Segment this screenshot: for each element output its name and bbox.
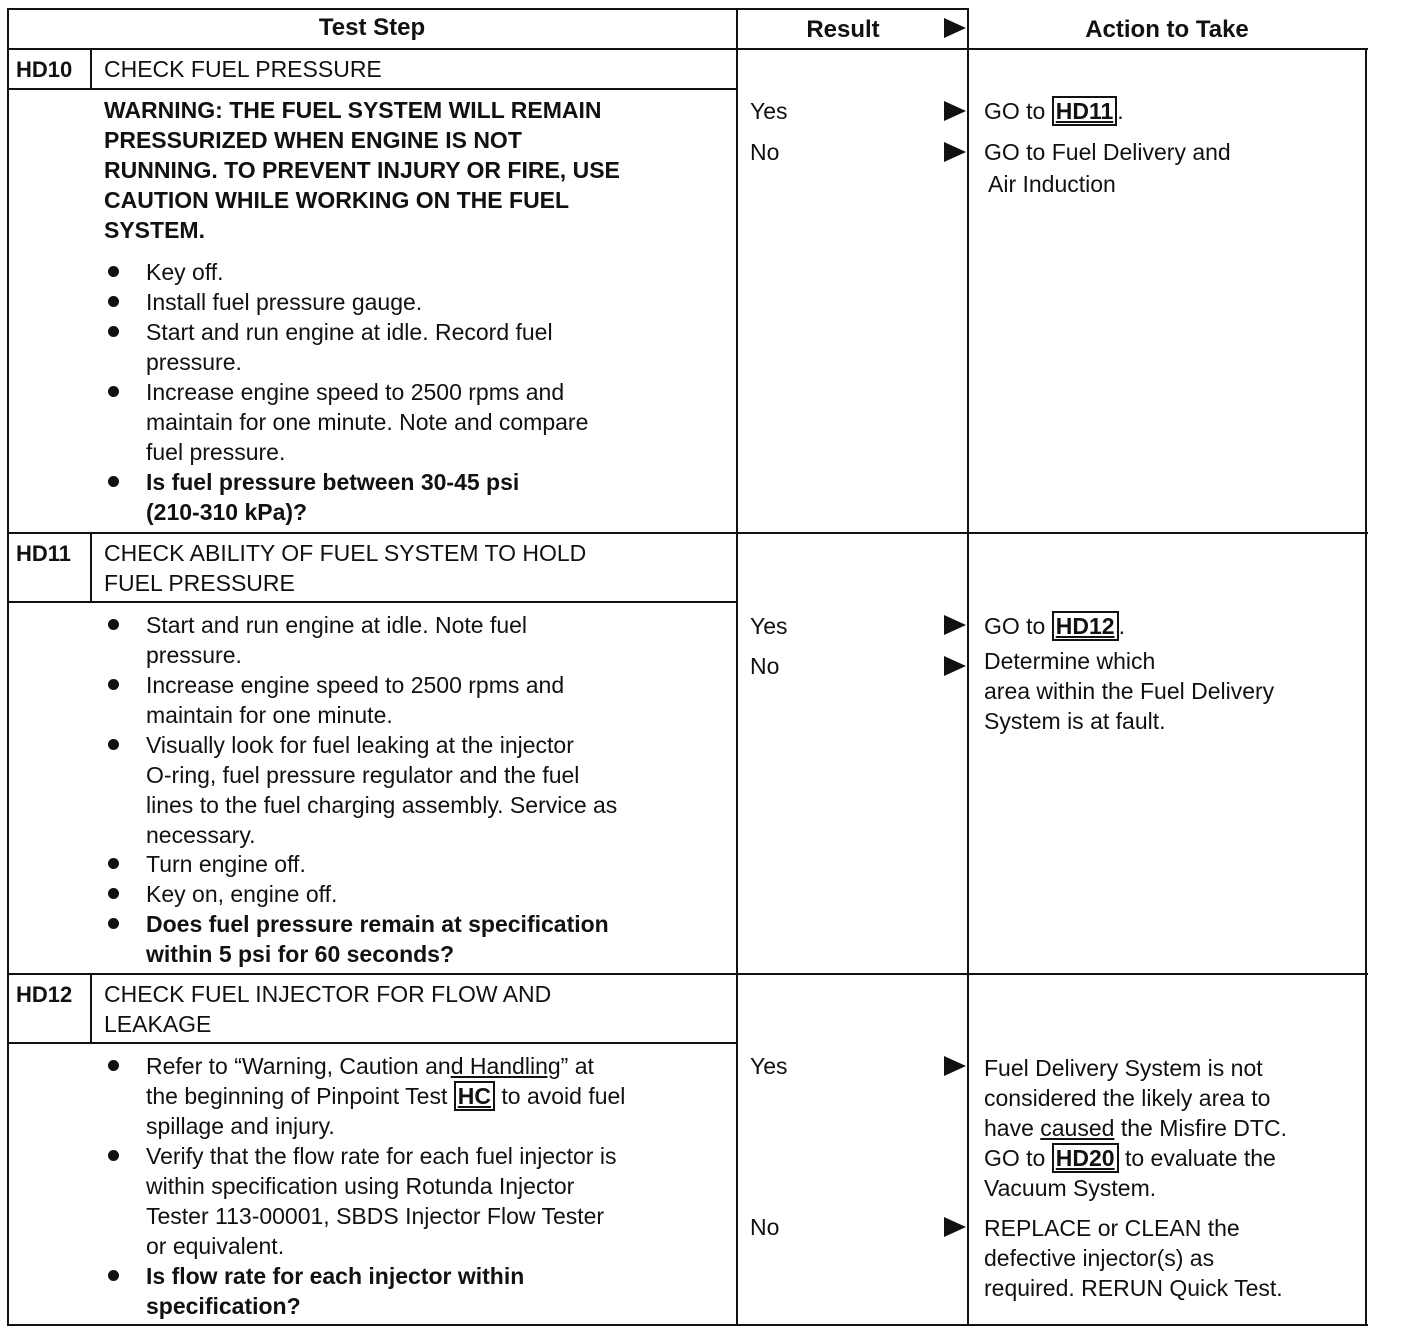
text-run: Refer to “Warning, Caution an: [146, 1053, 451, 1079]
right-border: [1365, 48, 1367, 1326]
bullet-text: Turn engine off.: [146, 851, 306, 877]
bullet-text-question: specification?: [146, 1293, 301, 1319]
result-yes: Yes: [750, 613, 788, 639]
action-text: GO to: [984, 98, 1046, 124]
warning-line: SYSTEM.: [104, 217, 205, 243]
bullet-icon: [108, 679, 119, 690]
bullet-text-question: within 5 psi for 60 seconds?: [146, 941, 455, 967]
action-yes-line: considered the likely area to: [984, 1085, 1271, 1111]
arrow-icon: [944, 142, 966, 162]
step-title-underline-hd12: [8, 1042, 738, 1044]
bullet-text: Install fuel pressure gauge.: [146, 289, 423, 315]
action-yes-line: [984, 1143, 1276, 1173]
bullet-text: pressure.: [146, 642, 242, 668]
text-run-underlined: d Handling: [450, 1053, 561, 1079]
step-id-divider-hd10: [90, 50, 92, 90]
col-divider-result: [736, 8, 738, 1326]
step-id-divider-hd12: [90, 975, 92, 1043]
action-yes-hd11: [984, 611, 1125, 641]
action-yes-line: Vacuum System.: [984, 1175, 1157, 1201]
text-run: the Misfire DTC.: [1114, 1115, 1287, 1141]
action-no-line: defective injector(s) as: [984, 1245, 1215, 1271]
bullet-icon: [108, 858, 119, 869]
text-run: have: [984, 1115, 1041, 1141]
step-id-hd11: HD11: [16, 541, 72, 566]
step-id-hd10: HD10: [16, 57, 73, 82]
action-text: .: [1118, 613, 1125, 639]
step-link-hd20[interactable]: HD20: [1052, 1143, 1119, 1173]
col-divider-action: [967, 8, 969, 1326]
bullet-text: Key off.: [146, 259, 224, 285]
arrow-icon: [944, 1217, 966, 1237]
row-divider-hd11: [8, 532, 1368, 534]
step-title-hd11: CHECK ABILITY OF FUEL SYSTEM TO HOLD: [104, 540, 587, 566]
bullet-text: Key on, engine off.: [146, 881, 338, 907]
warning-line: RUNNING. TO PREVENT INJURY OR FIRE, USE: [104, 157, 620, 183]
bullet-text: Increase engine speed to 2500 rpms and: [146, 379, 565, 405]
bullet-text: fuel pressure.: [146, 439, 286, 465]
step-title-hd12: CHECK FUEL INJECTOR FOR FLOW AND: [104, 981, 552, 1007]
bullet-icon: [108, 476, 119, 487]
bullet-icon: [108, 888, 119, 899]
bullet-text: Increase engine speed to 2500 rpms and: [146, 672, 565, 698]
step-id-divider-hd11: [90, 534, 92, 602]
bullet-icon: [108, 1270, 119, 1281]
arrow-icon: [944, 1056, 966, 1076]
warning-line: WARNING: THE FUEL SYSTEM WILL REMAIN: [104, 97, 602, 123]
bullet-icon: [108, 266, 119, 277]
arrow-icon: [944, 101, 966, 121]
action-yes-line: Fuel Delivery System is not: [984, 1055, 1263, 1081]
step-title-underline-hd10: [8, 88, 738, 90]
text-run: GO to: [984, 1145, 1046, 1171]
bullet-text: maintain for one minute.: [146, 702, 393, 728]
header-action: Action to Take: [1085, 16, 1249, 43]
bullet-text-question: Is flow rate for each injector within: [146, 1263, 525, 1289]
bullet-icon: [108, 739, 119, 750]
bullet-icon: [108, 296, 119, 307]
bullet-text: Start and run engine at idle. Note fuel: [146, 612, 528, 638]
result-no: No: [750, 653, 780, 679]
action-no-line: required. RERUN Quick Test.: [984, 1275, 1283, 1301]
bullet-text: lines to the fuel charging assembly. Service as: [146, 792, 618, 818]
bottom-border: [8, 1324, 1368, 1326]
left-border: [7, 8, 9, 1326]
bullet-text-question: Does fuel pressure remain at specification: [146, 911, 609, 937]
step-link-hd12[interactable]: HD12: [1052, 611, 1119, 641]
action-no-line: GO to Fuel Delivery and: [984, 139, 1231, 165]
warning-line: PRESSURIZED WHEN ENGINE IS NOT: [104, 127, 522, 153]
step-title-hd10: CHECK FUEL PRESSURE: [104, 56, 382, 82]
bullet-text: or equivalent.: [146, 1233, 285, 1259]
bullet-icon: [108, 326, 119, 337]
bullet-text: Start and run engine at idle. Record fuel: [146, 319, 553, 345]
action-no-line: Determine which: [984, 648, 1156, 674]
text-run: ” at: [560, 1053, 594, 1079]
bullet-text: maintain for one minute. Note and compare: [146, 409, 589, 435]
arrow-icon: [944, 615, 966, 635]
bullet-text: spillage and injury.: [146, 1113, 335, 1139]
action-yes-hd10: [984, 96, 1124, 126]
action-no-line: Air Induction: [988, 171, 1116, 197]
action-text: .: [1117, 98, 1124, 124]
result-yes: Yes: [750, 1053, 788, 1079]
action-no-line: area within the Fuel Delivery: [984, 678, 1275, 704]
step-title-hd11: FUEL PRESSURE: [104, 570, 295, 596]
text-run: the beginning of Pinpoint Test: [146, 1083, 448, 1109]
bullet-text: Visually look for fuel leaking at the injector: [146, 732, 574, 758]
bullet-icon: [108, 619, 119, 630]
bullet-text: pressure.: [146, 349, 242, 375]
step-link-hd11[interactable]: HD11: [1052, 96, 1118, 126]
bullet-text: Tester 113-00001, SBDS Injector Flow Tester: [146, 1203, 605, 1229]
bullet-text: O-ring, fuel pressure regulator and the fuel: [146, 762, 580, 788]
header-bottom-border: [8, 48, 1368, 50]
arrow-icon: [944, 656, 966, 676]
bullet-text: necessary.: [146, 822, 256, 848]
bullet-text-question: (210-310 kPa)?: [146, 499, 308, 525]
result-yes: Yes: [750, 98, 788, 124]
result-arrow-icon: [944, 18, 966, 38]
warning-line: CAUTION WHILE WORKING ON THE FUEL: [104, 187, 570, 213]
text-run: to evaluate the: [1124, 1145, 1276, 1171]
action-yes-line: [984, 1113, 1287, 1143]
text-run: to avoid fuel: [501, 1083, 626, 1109]
bullet-icon: [108, 386, 119, 397]
step-id-hd12: HD12: [16, 982, 73, 1007]
text-run-underlined: caused: [1040, 1115, 1115, 1141]
bullet-text: within specification using Rotunda Injector: [146, 1173, 575, 1199]
step-title-underline-hd11: [8, 601, 738, 603]
bullet-text: [146, 1081, 625, 1111]
bullet-text: [146, 1051, 594, 1081]
row-divider-hd12: [8, 973, 1368, 975]
header-test-step: Test Step: [318, 14, 426, 41]
result-no: No: [750, 1214, 780, 1240]
bullet-text: Verify that the flow rate for each fuel injector is: [146, 1143, 617, 1169]
bullet-icon: [108, 1060, 119, 1071]
step-link-hc[interactable]: HC: [454, 1081, 495, 1111]
bullet-icon: [108, 1150, 119, 1161]
action-no-line: REPLACE or CLEAN the: [984, 1215, 1240, 1241]
action-text: GO to: [984, 613, 1046, 639]
result-no: No: [750, 139, 780, 165]
step-title-hd12: LEAKAGE: [104, 1011, 212, 1037]
bullet-text-question: Is fuel pressure between 30-45 psi: [146, 469, 520, 495]
action-no-line: System is at fault.: [984, 708, 1166, 734]
header-result: Result: [806, 16, 880, 43]
bullet-icon: [108, 918, 119, 929]
top-border: [8, 8, 968, 10]
